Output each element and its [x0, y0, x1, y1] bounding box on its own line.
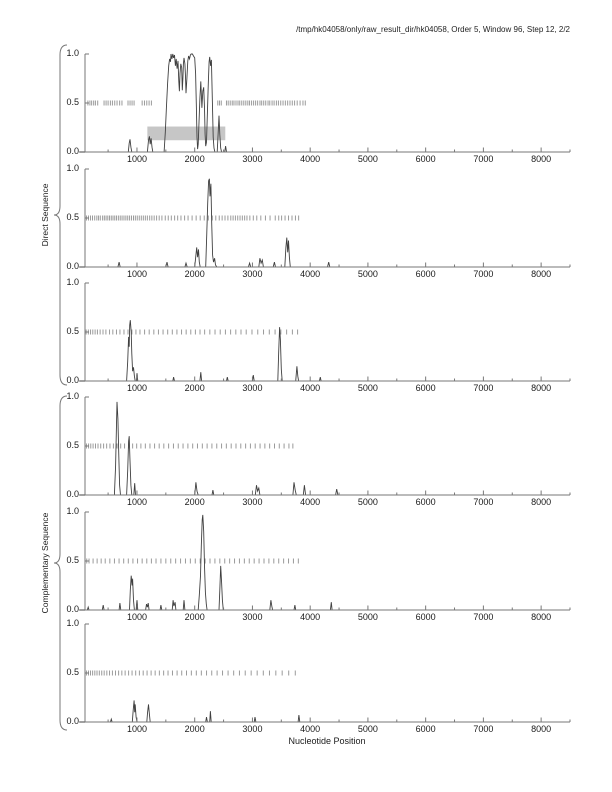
x-tick-label: 1000 — [126, 497, 147, 507]
x-tick-label: 1000 — [126, 612, 147, 622]
x-tick-label: 7000 — [473, 154, 494, 164]
y-tick-label: 0.5 — [66, 667, 79, 677]
x-tick-label: 3000 — [242, 497, 263, 507]
direct-sequence-label: Direct Sequence — [40, 183, 50, 247]
complementary-frame-2-curve — [79, 515, 570, 610]
x-tick-label: 4000 — [300, 612, 321, 622]
x-tick-label: 3000 — [242, 269, 263, 279]
y-tick-label: 1.0 — [66, 618, 79, 628]
x-tick-label: 2000 — [184, 269, 205, 279]
y-tick-label: 1.0 — [66, 506, 79, 516]
x-tick-label: 8000 — [531, 612, 552, 622]
y-tick-label: 0.0 — [66, 489, 79, 499]
y-tick-label: 0.0 — [66, 261, 79, 271]
x-tick-label: 7000 — [473, 724, 494, 734]
x-tick-label: 4000 — [300, 497, 321, 507]
plot-title: /tmp/hk04058/only/raw_result_dir/hk04058, Order 5, Window 96, Step 12, 2/2 — [296, 25, 570, 34]
y-tick-label: 0.0 — [66, 716, 79, 726]
y-tick-label: 0.5 — [66, 440, 79, 450]
x-tick-label: 2000 — [184, 383, 205, 393]
x-tick-label: 1000 — [126, 269, 147, 279]
x-tick-label: 8000 — [531, 269, 552, 279]
x-tick-label: 8000 — [531, 154, 552, 164]
y-tick-label: 0.0 — [66, 604, 79, 614]
x-tick-label: 5000 — [357, 383, 378, 393]
x-tick-label: 4000 — [300, 269, 321, 279]
y-tick-label: 0.5 — [66, 555, 79, 565]
direct-frame-3-curve — [79, 320, 570, 381]
x-tick-label: 2000 — [184, 497, 205, 507]
y-tick-label: 0.0 — [66, 375, 79, 385]
y-tick-label: 1.0 — [66, 277, 79, 287]
x-tick-label: 6000 — [415, 724, 436, 734]
y-tick-label: 0.5 — [66, 212, 79, 222]
x-tick-label: 3000 — [242, 383, 263, 393]
x-axis-title: Nucleotide Position — [288, 736, 366, 746]
x-tick-label: 3000 — [242, 724, 263, 734]
x-tick-label: 5000 — [357, 269, 378, 279]
x-tick-label: 1000 — [126, 154, 147, 164]
y-tick-label: 1.0 — [66, 163, 79, 173]
x-tick-label: 1000 — [126, 724, 147, 734]
y-tick-label: 0.5 — [66, 97, 79, 107]
x-tick-label: 8000 — [531, 724, 552, 734]
y-tick-label: 0.5 — [66, 326, 79, 336]
x-tick-label: 8000 — [531, 383, 552, 393]
complementary-sequence-label: Complementary Sequence — [40, 512, 50, 614]
x-tick-label: 4000 — [300, 383, 321, 393]
y-tick-label: 1.0 — [66, 391, 79, 401]
x-tick-label: 5000 — [357, 612, 378, 622]
y-tick-label: 0.0 — [66, 146, 79, 156]
x-tick-label: 5000 — [357, 497, 378, 507]
complementary-frame-3-curve — [79, 700, 570, 722]
x-tick-label: 5000 — [357, 724, 378, 734]
complementary-frame-1-curve — [79, 402, 570, 495]
x-tick-label: 3000 — [242, 612, 263, 622]
x-tick-label: 2000 — [184, 612, 205, 622]
x-tick-label: 7000 — [473, 497, 494, 507]
direct-frame-2-curve — [79, 179, 570, 267]
x-tick-label: 5000 — [357, 154, 378, 164]
x-tick-label: 8000 — [531, 497, 552, 507]
x-tick-label: 1000 — [126, 383, 147, 393]
x-tick-label: 2000 — [184, 154, 205, 164]
x-tick-label: 6000 — [415, 612, 436, 622]
x-tick-label: 7000 — [473, 269, 494, 279]
x-tick-label: 6000 — [415, 383, 436, 393]
x-tick-label: 4000 — [300, 154, 321, 164]
x-tick-label: 6000 — [415, 269, 436, 279]
x-tick-label: 7000 — [473, 612, 494, 622]
x-tick-label: 6000 — [415, 497, 436, 507]
x-tick-label: 3000 — [242, 154, 263, 164]
y-tick-label: 1.0 — [66, 48, 79, 58]
x-tick-label: 2000 — [184, 724, 205, 734]
x-tick-label: 7000 — [473, 383, 494, 393]
x-tick-label: 6000 — [415, 154, 436, 164]
x-tick-label: 4000 — [300, 724, 321, 734]
